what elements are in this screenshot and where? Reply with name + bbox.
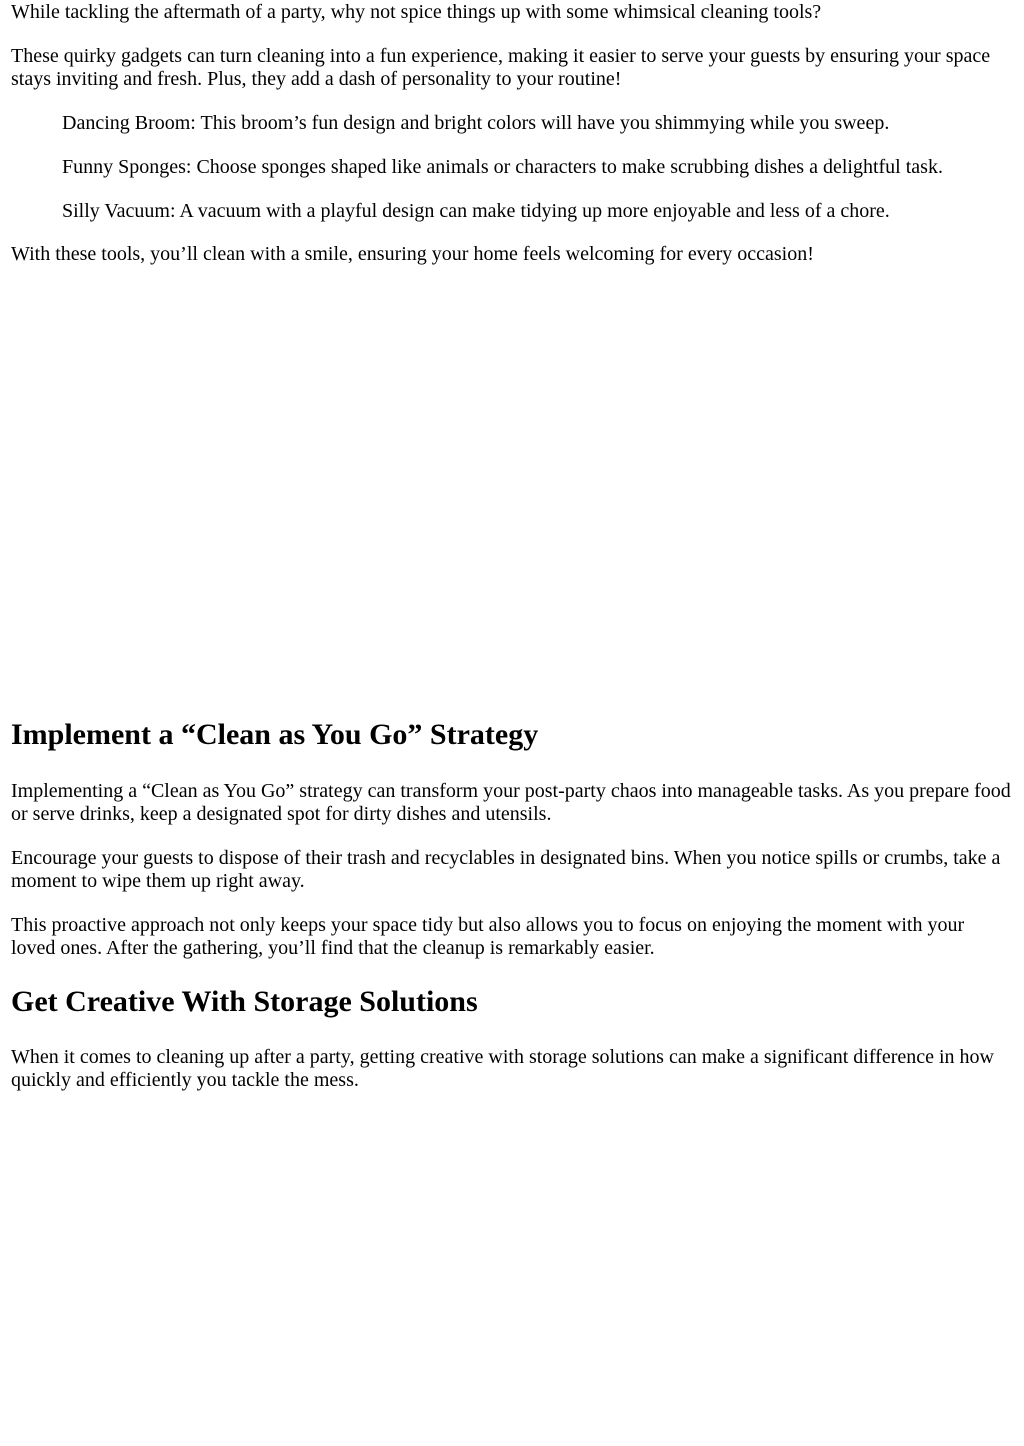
list-item-dancing-broom: Dancing Broom: This broom’s fun design and bright colors will have you shimmying while you sweep. — [62, 112, 890, 134]
list-item-funny-sponges: Funny Sponges: Choose sponges shaped like animals or characters to make scrubbing dishes a delightful task. — [62, 156, 943, 178]
heading-storage-solutions: Get Creative With Storage Solutions — [11, 985, 478, 1018]
gadgets-paragraph: These quirky gadgets can turn cleaning into a fun experience, making it easier to serve your guests by ensuring your space stays inviting and fresh. Plus, they add a dash of personality to your routine! — [11, 45, 991, 90]
clean-as-you-go-paragraph-2: Encourage your guests to dispose of their trash and recyclables in designated bins. When you notice spills or crumbs, take a moment to wipe them up right away. — [11, 847, 1001, 892]
closing-paragraph: With these tools, you’ll clean with a smile, ensuring your home feels welcoming for every occasion! — [11, 243, 814, 265]
list-item-silly-vacuum: Silly Vacuum: A vacuum with a playful design can make tidying up more enjoyable and less of a chore. — [62, 200, 890, 222]
clean-as-you-go-paragraph-1: Implementing a “Clean as You Go” strategy can transform your post-party chaos into manageable tasks. As you prepare food or serve drinks, keep a designated spot for dirty dishes and utensils. — [11, 780, 1011, 825]
clean-as-you-go-paragraph-3: This proactive approach not only keeps your space tidy but also allows you to focus on enjoying the moment with your loved ones. After the gathering, you’ll find that the cleanup is remarkably easier. — [11, 914, 965, 959]
heading-clean-as-you-go: Implement a “Clean as You Go” Strategy — [11, 718, 539, 751]
storage-solutions-paragraph: When it comes to cleaning up after a party, getting creative with storage solutions can make a significant difference in how quickly and efficiently you tackle the mess. — [11, 1046, 994, 1091]
intro-paragraph: While tackling the aftermath of a party, why not spice things up with some whimsical cleaning tools? — [11, 1, 822, 23]
